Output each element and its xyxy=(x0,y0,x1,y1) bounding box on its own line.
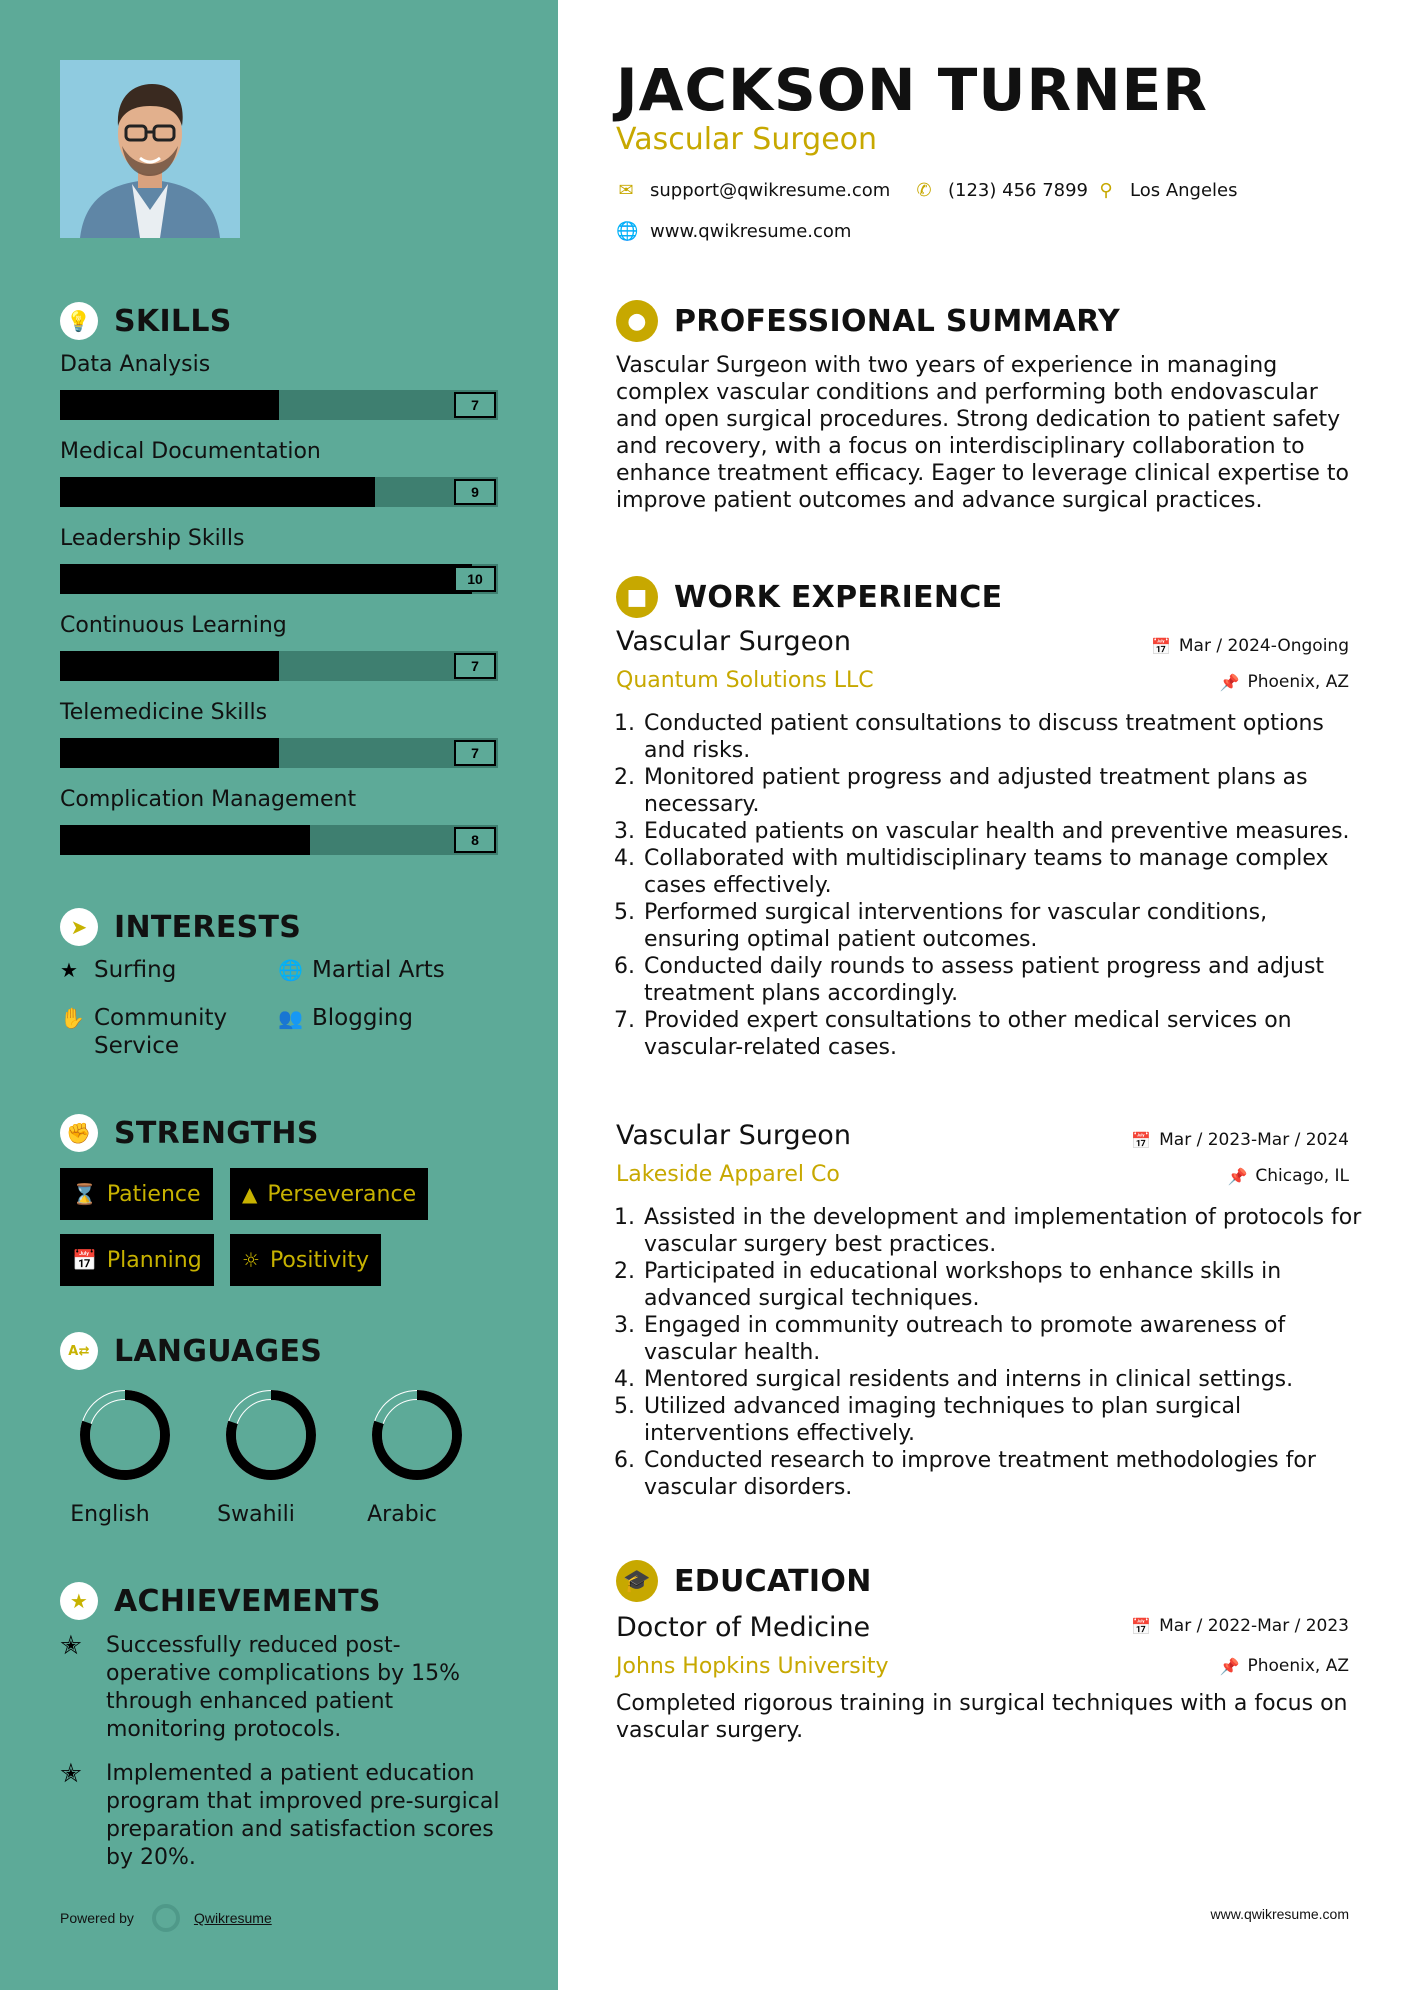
skill-name: Telemedicine Skills xyxy=(60,700,268,725)
strength-badge xyxy=(230,1234,381,1286)
location-text: Los Angeles xyxy=(1130,180,1238,201)
job-title: Vascular Surgeon xyxy=(616,1120,851,1151)
skill-name: Complication Management xyxy=(60,787,357,812)
skill-bar-fill xyxy=(60,738,279,768)
interest-item xyxy=(278,956,445,984)
skill-name: Continuous Learning xyxy=(60,613,287,638)
strength-label: Positivity xyxy=(269,1247,369,1273)
skill-bar xyxy=(60,564,498,594)
language-name: Swahili xyxy=(217,1502,295,1527)
globe-icon: 🌐 xyxy=(616,221,639,242)
strength-badge xyxy=(60,1168,213,1220)
skill-name: Leadership Skills xyxy=(60,526,245,551)
calendar-icon: 📅 xyxy=(72,1248,97,1272)
language-name: English xyxy=(70,1502,150,1527)
summary-text: Vascular Surgeon with two years of experience in managing complex vascular conditions and performing both endovascular and open surgical procedures. Strong dedication to patient safety and recovery, with a focus on interdisciplinary collaboration to enhance treatment efficacy. Eager to leverage clinical expertise to improve patient outcomes and advance surgical practices. xyxy=(616,353,1349,513)
languages-heading-text: LANGUAGES xyxy=(114,1333,323,1369)
strength-label: Patience xyxy=(106,1181,201,1207)
skill-bar xyxy=(60,477,498,507)
language-ring xyxy=(352,1386,482,1489)
skills-heading-text: SKILLS xyxy=(114,303,232,339)
job-location xyxy=(1227,1166,1349,1186)
skill-bar xyxy=(60,651,498,681)
briefcase-icon: ■ xyxy=(616,576,658,618)
job-duty: 6. Conducted daily rounds to assess patient progress and adjust treatment plans accordingly. xyxy=(642,953,1364,1007)
interests-heading-text: INTERESTS xyxy=(114,909,302,945)
contact-website[interactable] xyxy=(616,221,851,242)
job-date xyxy=(1131,1130,1349,1150)
star-icon: ★ xyxy=(60,958,78,982)
summary-heading-text: PROFESSIONAL SUMMARY xyxy=(674,303,1121,339)
calendar-icon: 📅 xyxy=(1131,1616,1152,1636)
job-duties-list xyxy=(616,1204,1364,1501)
summary-heading xyxy=(616,300,1120,342)
fist-icon: ✊ xyxy=(60,1114,98,1152)
education-date xyxy=(1131,1616,1349,1636)
job-duty: 7. Provided expert consultations to other medical services on vascular-related cases. xyxy=(642,1007,1364,1061)
main-content xyxy=(558,0,1407,1990)
qwikresume-logo-icon xyxy=(152,1904,180,1932)
paper-plane-icon: ➤ xyxy=(60,908,98,946)
job-duties-list xyxy=(616,710,1364,1061)
award-star-icon: ★ xyxy=(60,1582,98,1620)
envelope-icon: ✉ xyxy=(618,180,634,201)
education-description: Completed rigorous training in surgical techniques with a focus on vascular surgery. xyxy=(616,1691,1348,1743)
powered-by xyxy=(60,1904,272,1932)
translate-icon: A⇄ xyxy=(60,1332,98,1370)
language-ring xyxy=(60,1386,190,1489)
skill-level: 9 xyxy=(454,479,496,505)
achievement-text: Implemented a patient education program that improved pre-surgical preparation and satisfaction scores by 20%. xyxy=(106,1761,500,1870)
contact-email[interactable] xyxy=(616,180,890,201)
company-name: Quantum Solutions LLC xyxy=(616,668,874,693)
education-location xyxy=(1220,1656,1349,1676)
strength-label: Planning xyxy=(106,1247,202,1273)
skill-bar xyxy=(60,825,498,855)
experience-heading-text: WORK EXPERIENCE xyxy=(674,579,1003,615)
email-text: support@qwikresume.com xyxy=(650,180,891,201)
shooting-star-icon: ✭ xyxy=(60,1631,82,1661)
website-text: www.qwikresume.com xyxy=(650,221,852,242)
phone-icon: ✆ xyxy=(916,180,932,201)
date-text: Mar / 2023-Mar / 2024 xyxy=(1159,1130,1349,1150)
skill-level: 10 xyxy=(454,566,496,592)
achievement-item xyxy=(60,1632,500,1744)
interest-item xyxy=(60,1004,260,1060)
education-heading xyxy=(616,1560,872,1602)
job-duty: 5. Utilized advanced imaging techniques to plan surgical interventions effectively. xyxy=(642,1393,1364,1447)
experience-heading xyxy=(616,576,1002,618)
job-duty: 2. Participated in educational workshops to enhance skills in advanced surgical techniques. xyxy=(642,1258,1364,1312)
strength-badge xyxy=(60,1234,214,1286)
contact-phone[interactable] xyxy=(914,180,1088,201)
skill-bar xyxy=(60,738,498,768)
language-ring xyxy=(206,1386,336,1489)
sun-icon: ☼ xyxy=(242,1248,260,1272)
skill-bar-fill xyxy=(60,825,310,855)
education-heading-text: EDUCATION xyxy=(674,1563,872,1599)
interest-item xyxy=(60,956,176,984)
phone-text: (123) 456 7899 xyxy=(948,180,1089,201)
achievement-item xyxy=(60,1760,500,1872)
job-duty: 5. Performed surgical interventions for vascular conditions, ensuring optimal patient outcomes. xyxy=(642,899,1364,953)
shooting-star-icon: ✭ xyxy=(60,1759,82,1789)
strength-badge xyxy=(230,1168,428,1220)
strengths-heading xyxy=(60,1114,319,1152)
job-duty: 3. Educated patients on vascular health and preventive measures. xyxy=(642,818,1364,845)
job-location xyxy=(1220,672,1349,692)
hand-icon: ✋ xyxy=(60,1006,85,1030)
user-icon: ● xyxy=(616,300,658,342)
road-icon: ▲ xyxy=(242,1182,258,1206)
interest-label: Martial Arts xyxy=(312,957,445,983)
hourglass-icon: ⌛ xyxy=(72,1182,97,1206)
job-duty: 6. Conducted research to improve treatment methodologies for vascular disorders. xyxy=(642,1447,1364,1501)
interest-item xyxy=(278,1004,413,1032)
skills-heading xyxy=(60,302,232,340)
calendar-icon: 📅 xyxy=(1150,636,1171,656)
job-duty: 1. Assisted in the development and implementation of protocols for vascular surgery best practices. xyxy=(642,1204,1364,1258)
skill-level: 8 xyxy=(454,827,496,853)
school-name: Johns Hopkins University xyxy=(616,1654,889,1679)
location-text: Phoenix, AZ xyxy=(1247,672,1349,692)
skill-bar-fill xyxy=(60,390,279,420)
lightbulb-icon: 💡 xyxy=(60,302,98,340)
degree-title: Doctor of Medicine xyxy=(616,1612,871,1643)
job-date xyxy=(1151,636,1349,656)
achievements-heading xyxy=(60,1582,381,1620)
graduation-cap-icon: 🎓 xyxy=(616,1560,658,1602)
contact-location xyxy=(1096,180,1238,201)
strengths-heading-text: STRENGTHS xyxy=(114,1115,319,1151)
date-text: Mar / 2024-Ongoing xyxy=(1178,636,1349,656)
skill-bar-fill xyxy=(60,651,279,681)
interests-heading xyxy=(60,908,301,946)
sidebar xyxy=(0,0,558,1990)
calendar-icon: 📅 xyxy=(1131,1130,1152,1150)
interest-label: Surfing xyxy=(94,957,177,983)
job-duty: 4. Mentored surgical residents and interns in clinical settings. xyxy=(642,1366,1364,1393)
pushpin-icon: 📌 xyxy=(1219,1656,1240,1676)
powered-by-text: Powered by xyxy=(60,1910,134,1926)
candidate-title: Vascular Surgeon xyxy=(616,122,878,157)
interest-label: Blogging xyxy=(312,1005,414,1031)
company-name: Lakeside Apparel Co xyxy=(616,1162,840,1187)
job-duty: 2. Monitored patient progress and adjusted treatment plans as necessary. xyxy=(642,764,1364,818)
job-duty: 4. Collaborated with multidisciplinary teams to manage complex cases effectively. xyxy=(642,845,1364,899)
skill-name: Medical Documentation xyxy=(60,439,321,464)
pushpin-icon: 📌 xyxy=(1219,672,1240,692)
languages-heading xyxy=(60,1332,322,1370)
skill-name: Data Analysis xyxy=(60,352,211,377)
skill-bar-fill xyxy=(60,564,472,594)
strength-label: Perseverance xyxy=(267,1181,417,1207)
skill-level: 7 xyxy=(454,392,496,418)
users-icon: 👥 xyxy=(278,1006,303,1030)
skill-level: 7 xyxy=(454,740,496,766)
skill-bar-fill xyxy=(60,477,375,507)
job-duty: 3. Engaged in community outreach to promote awareness of vascular health. xyxy=(642,1312,1364,1366)
skill-bar xyxy=(60,390,498,420)
candidate-name: JACKSON TURNER xyxy=(616,56,1208,124)
job-duty: 1. Conducted patient consultations to discuss treatment options and risks. xyxy=(642,710,1364,764)
date-text: Mar / 2022-Mar / 2023 xyxy=(1159,1616,1349,1636)
achievement-text: Successfully reduced post-operative complications by 15% through enhanced patient monitoring protocols. xyxy=(106,1633,460,1742)
achievements-heading-text: ACHIEVEMENTS xyxy=(114,1583,381,1619)
job-title: Vascular Surgeon xyxy=(616,626,851,657)
footer-website-link[interactable]: www.qwikresume.com xyxy=(1210,1906,1349,1922)
globe-icon: 🌐 xyxy=(278,958,303,982)
qwikresume-link[interactable]: Qwikresume xyxy=(193,1910,272,1926)
profile-photo xyxy=(60,60,240,238)
language-name: Arabic xyxy=(367,1502,437,1527)
interest-label: Community Service xyxy=(94,1005,228,1059)
location-text: Chicago, IL xyxy=(1255,1166,1349,1186)
location-text: Phoenix, AZ xyxy=(1247,1656,1349,1676)
pushpin-icon: 📌 xyxy=(1227,1166,1248,1186)
skill-level: 7 xyxy=(454,653,496,679)
map-pin-icon: ⚲ xyxy=(1099,180,1113,201)
